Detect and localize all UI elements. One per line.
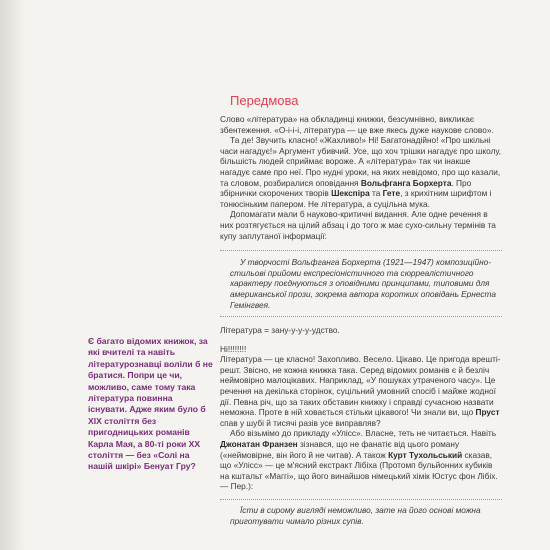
paragraph-literature-cool: Література — це класно! Захопливо. Весело. Цікаво. Це пригода врешті-решт. Звісно, не кожна книжка така. Серед відомих романів є й безліч неймовірно малоцікавих. Наприклад, «У пошуках утраченого часу». Це речення на декілька сторінок, суцільний умовний спосіб і майже жодної дії. Певна річ, що за таких обставин книжку і справді сучасною назвати неможна. Проте в ній ховається стільки цікавого! Чи знали ви, що Пруст спав у шубі й тисячі разів усе виправляв? — [220, 354, 501, 428]
name-tucholsky: Курт Тухольський — [388, 449, 463, 460]
paragraph-intro: Слово «література» на обкладинці книжки, безсумнівно, викликає збентеження. «О-і-і-і, література — це вже якесь дуже наукове слово». — [220, 114, 494, 135]
page-gutter-shadow — [0, 0, 26, 550]
name-proust: Пруст — [475, 407, 500, 418]
main-text-column — [220, 114, 502, 526]
page-heading: Передмова — [230, 93, 299, 108]
sidebar-note: Є багато відомих книжок, за які вчителі та навіть літературознавці воліли б не братися. Попри це чи, можливо, саме тому така література повинна існувати. Адже яким було б XIX століття без пригодницьких романів Карла Мая, а 80-ті роки XX століття — без «Солі на нашій шкірі» Бенуат Гру? — [88, 336, 213, 472]
exclaim-line: Ні!!!!!!!! — [220, 343, 247, 354]
formula-line: Література = зану-у-у-у-удство. — [220, 325, 340, 336]
name-shakespeare: Шекспіра — [331, 188, 370, 199]
name-franzen: Джонатан Франзен — [220, 439, 298, 450]
quote-block-soup: Їсти в сирому вигляді неможливо, зате на його основі можна приготувати чимало різних супів. — [220, 499, 502, 526]
paragraph-critical: Допомагати мали б науково-критичні видання. Але одне речення в них розтягується на цілий абзац і до того ж має сухо-сильну термінів та купу заплутаної інформації: — [220, 209, 496, 241]
quote-block: У творчості Вольфганга Борхерта (1921—1947) композиційно-стильові прийоми експресіоністичного та сюрреалістичного характеру поєднуються з оповідними принципами, типовими для американської прози, зокрема автора коротких оповідань Ернеста Гемінгвея. — [220, 250, 502, 317]
paragraph-ulysses: Або візьмімо до прикладу «Улісс». Власне, теть не читається. Навіть Джонатан Франзен зізнався, що не фанатіє від цього роману («неймовірне, він його й не читав). А також Курт Тухольський сказав, що «Улісс» — це м'ясний екстракт Лібіха (Протомп бульйонних кубиків на кштальт «Маггі», що його винайшов німецький хімік Юстус фон Лібіх. — Пер.): — [220, 428, 498, 492]
name-goethe: Гете — [382, 188, 401, 199]
paragraph-school: Та де! Звучить класно! «Жахливо!» Ні! Багатонадійно! «Про шкільні часи нагадує!» Аргумент убивчий. Усе, що хоч трішки нагадує про школу, більшість людей сприймає вороже. А «література» так чи інакше нагадує саме про неї. Про нудні уроки, на яких невідомо, про що казали, та словом, розбиралися оповідання Вольфганга Борхерта. Про збірнички скорочених творів Шекспіра та Гете, з крихітним шрифтом і тонюсіньким папером. Не література, а суцільна мука. — [220, 135, 502, 209]
name-borchert: Вольфганга Борхерта — [360, 177, 452, 188]
